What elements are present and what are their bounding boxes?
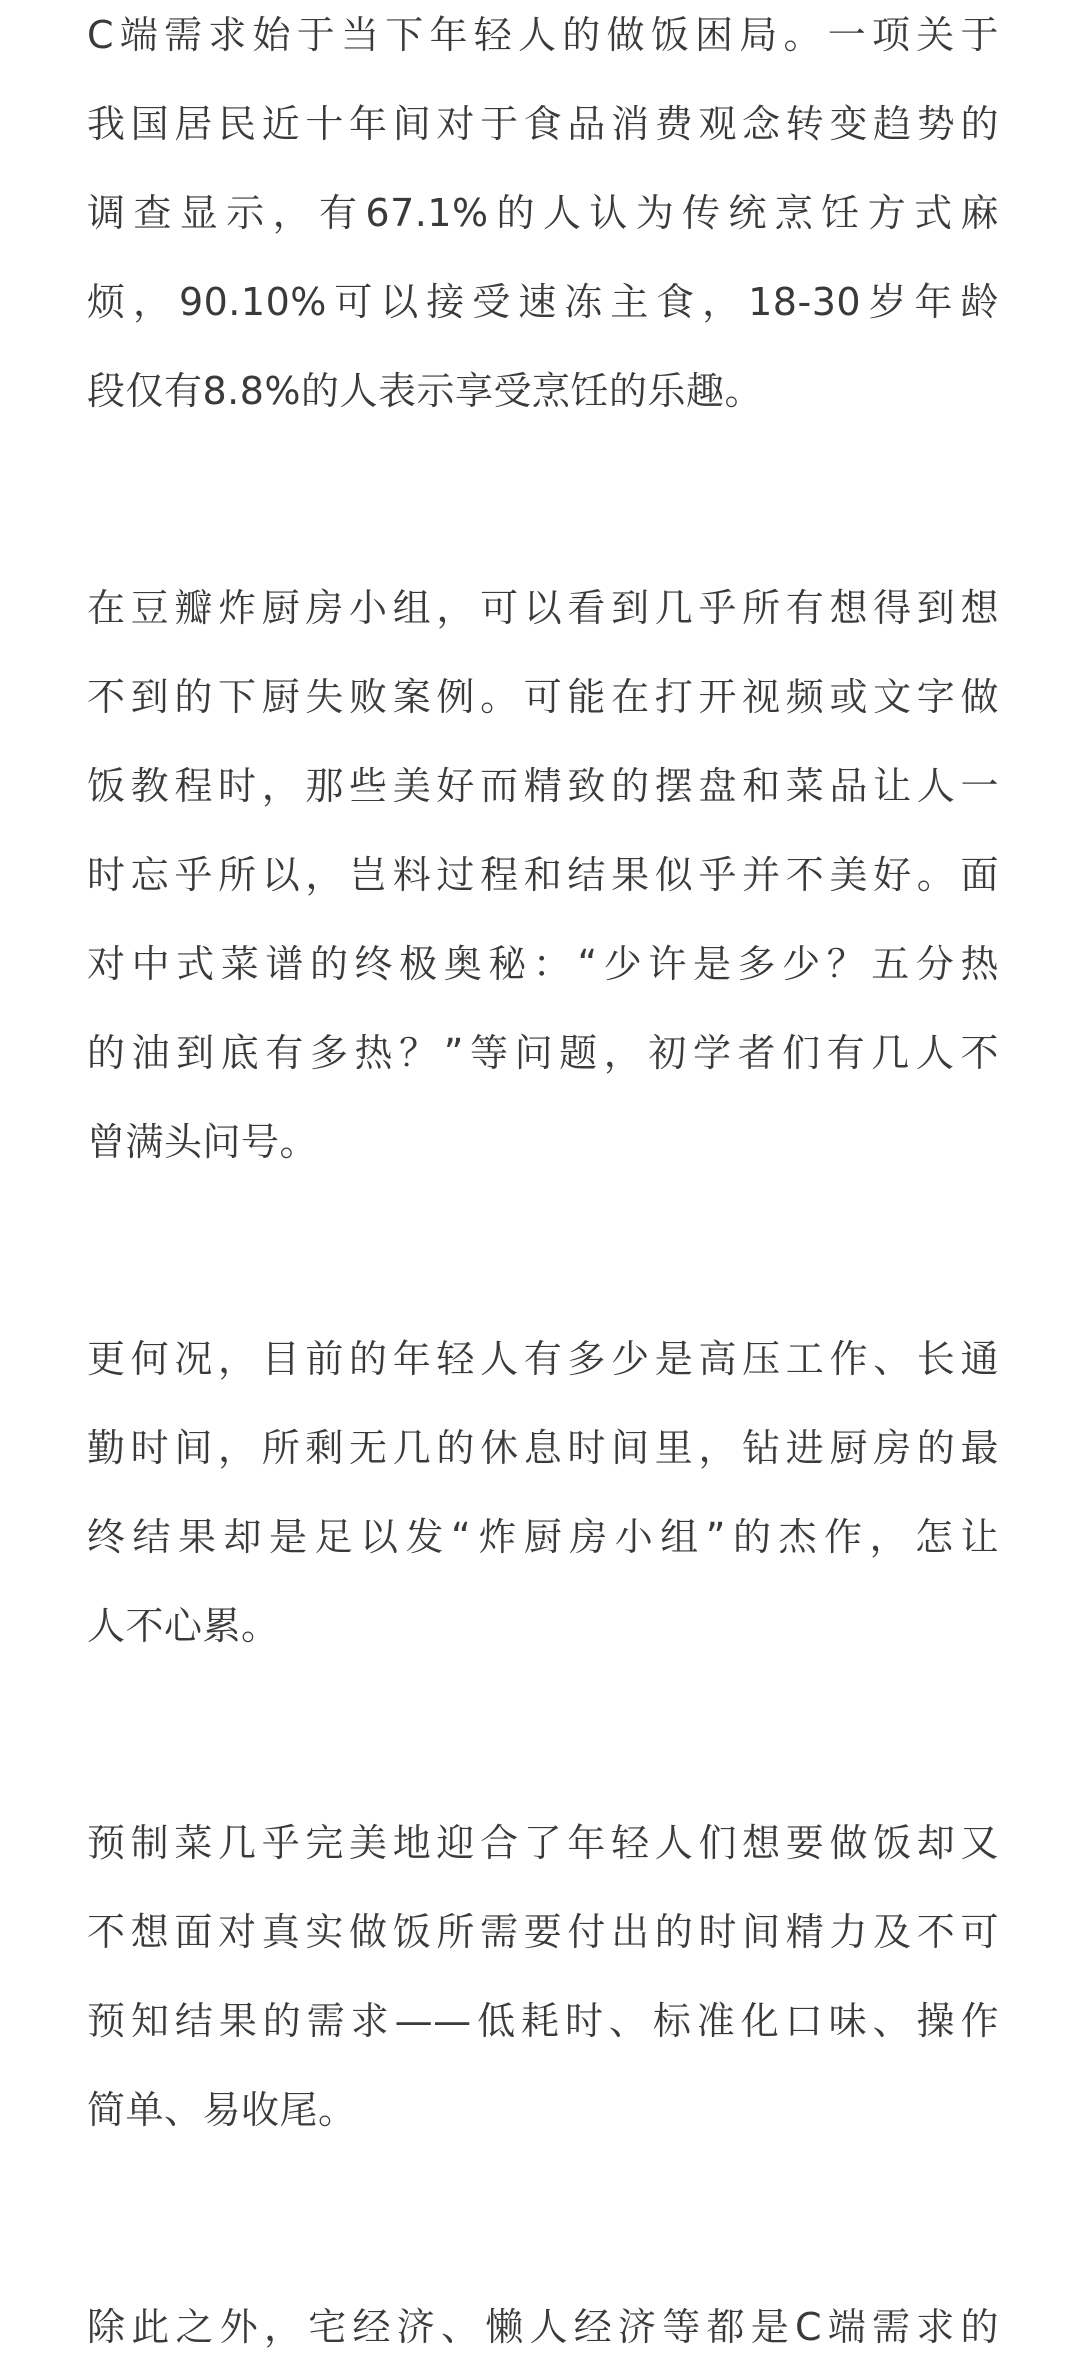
text-line: 简单、易收尾。 — [87, 2088, 357, 2132]
text-line: 烦，90.10%可以接受速冻主食，18-30岁年龄 — [87, 280, 999, 324]
text-line: 人不心累。 — [87, 1604, 280, 1648]
paragraph-spacer — [87, 1187, 999, 1315]
paragraph-kitchen-failures — [87, 564, 999, 1187]
text-line: 曾满头问号。 — [87, 1120, 319, 1164]
text-line: 对中式菜谱的终极奥秘：“少许是多少？五分热 — [87, 942, 999, 986]
paragraph-lazy-economy — [87, 2283, 999, 2372]
paragraph-prepared-meals — [87, 1799, 999, 2155]
text-line: 时忘乎所以，岂料过程和结果似乎并不美好。面 — [87, 853, 999, 897]
paragraph-spacer — [87, 1671, 999, 1799]
text-line: 更何况，目前的年轻人有多少是高压工作、长通 — [87, 1337, 999, 1381]
text-line: 段仅有8.8%的人表示享受烹饪的乐趣。 — [87, 369, 764, 413]
paragraph-spacer — [87, 436, 999, 564]
text-line: 勤时间，所剩无几的休息时间里，钻进厨房的最 — [87, 1426, 999, 1470]
text-line: C端需求始于当下年轻人的做饭困局。一项关于 — [87, 13, 999, 57]
article-body — [87, 0, 999, 2372]
text-line: 饭教程时，那些美好而精致的摆盘和菜品让人一 — [87, 764, 999, 808]
text-line: 我国居民近十年间对于食品消费观念转变趋势的 — [87, 102, 999, 146]
text-line: 不到的下厨失败案例。可能在打开视频或文字做 — [87, 675, 999, 719]
text-line: 除此之外，宅经济、懒人经济等都是C端需求的 — [87, 2305, 999, 2349]
text-line: 在豆瓣炸厨房小组，可以看到几乎所有想得到想 — [87, 586, 999, 630]
text-line: 终结果却是足以发“炸厨房小组”的杰作，怎让 — [87, 1515, 999, 1559]
paragraph-spacer — [87, 2155, 999, 2283]
text-line: 预知结果的需求——低耗时、标准化口味、操作 — [87, 1999, 999, 2043]
text-line: 预制菜几乎完美地迎合了年轻人们想要做饭却又 — [87, 1821, 999, 1865]
text-line: 不想面对真实做饭所需要付出的时间精力及不可 — [87, 1910, 999, 1954]
text-line: 的油到底有多热？”等问题，初学者们有几人不 — [87, 1031, 999, 1075]
paragraph-cooking-dilemma — [87, 0, 999, 436]
text-line: 调查显示，有67.1%的人认为传统烹饪方式麻 — [87, 191, 999, 235]
paragraph-work-pressure — [87, 1315, 999, 1671]
